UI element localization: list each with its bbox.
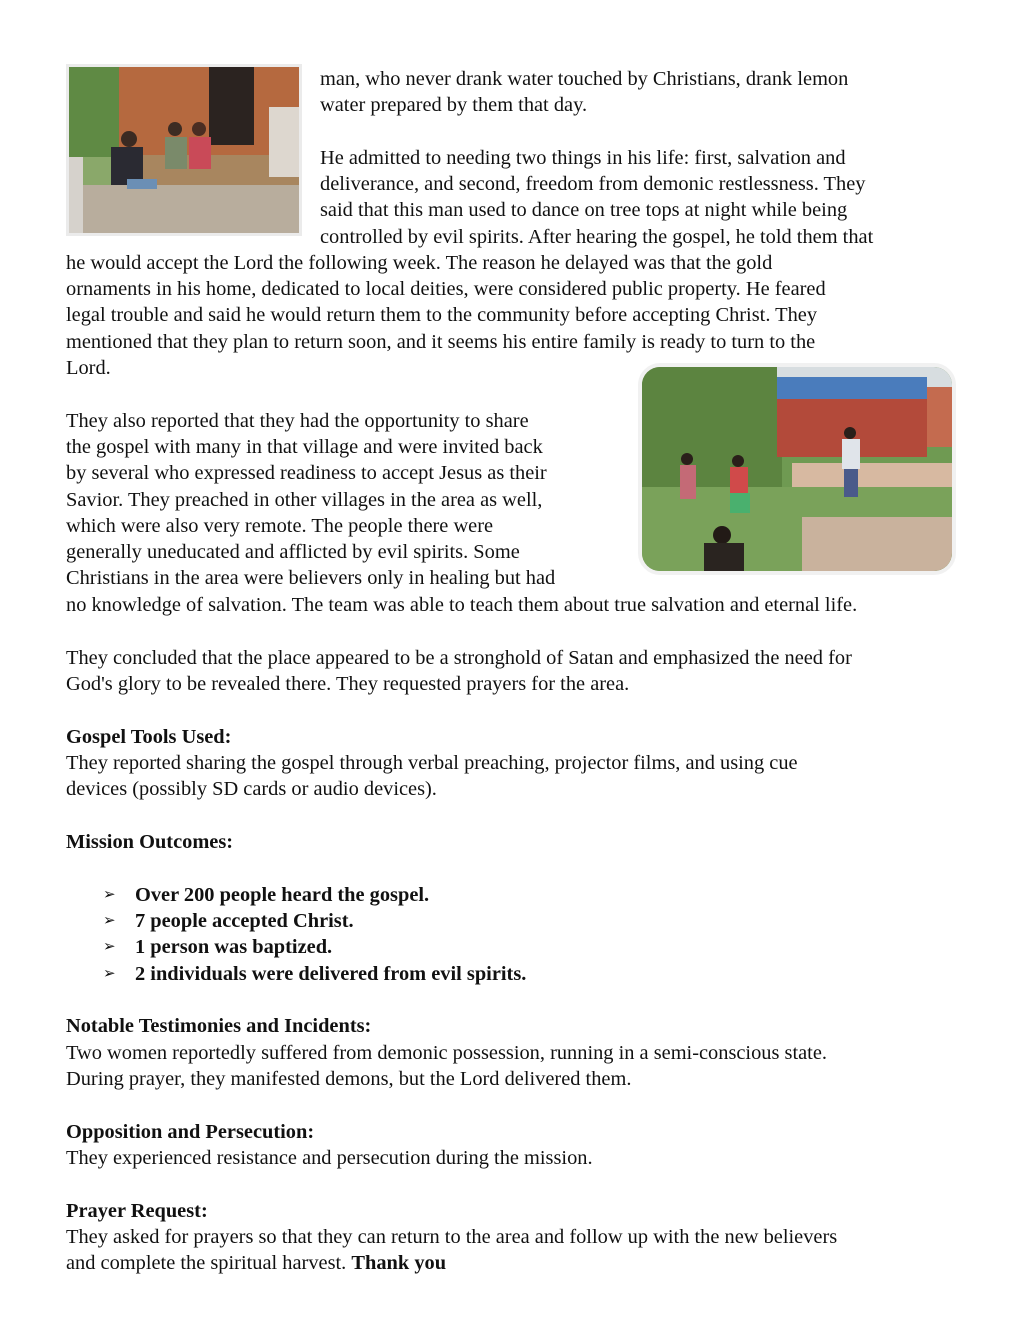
list-item: Over 200 people heard the gospel.	[135, 884, 430, 906]
section-line: During prayer, they manifested demons, but the Lord delivered them.	[66, 1068, 632, 1090]
list-item: 7 people accepted Christ.	[135, 910, 354, 932]
paragraph-line: Lord.	[66, 357, 111, 379]
paragraph-line: He admitted to needing two things in his life: first, salvation and	[320, 147, 846, 169]
list-item: 2 individuals were delivered from evil spirits.	[135, 963, 527, 985]
section-heading-gospel-tools: Gospel Tools Used:	[66, 726, 232, 748]
section-line-closing	[66, 1250, 956, 1276]
section-line: devices (possibly SD cards or audio devices).	[66, 778, 437, 800]
section-line: They asked for prayers so that they can return to the area and follow up with the new believers	[66, 1226, 838, 1248]
photo-village-house-conversation	[66, 64, 302, 236]
paragraph-line: controlled by evil spirits. After hearing the gospel, he told them that	[320, 226, 874, 248]
prayer-last-line: and complete the spiritual harvest.	[66, 1252, 347, 1274]
paragraph-line: no knowledge of salvation. The team was able to teach them about true salvation and eternal life.	[66, 594, 858, 616]
closing-thank-you: Thank you	[351, 1252, 447, 1274]
paragraph-line: Savior. They preached in other villages in the area as well,	[66, 489, 543, 511]
paragraph-line: They also reported that they had the opportunity to share	[66, 410, 529, 432]
paragraph-line: deliverance, and second, freedom from demonic restlessness. They	[320, 173, 866, 195]
paragraph-line: ornaments in his home, dedicated to local deities, were considered public property. He feared	[66, 278, 826, 300]
paragraph-line: legal trouble and said he would return them to the community before accepting Christ. They	[66, 304, 818, 326]
arrow-bullet-icon: ➢	[103, 913, 116, 929]
arrow-bullet-icon: ➢	[103, 939, 116, 955]
section-heading-mission-outcomes: Mission Outcomes:	[66, 831, 234, 853]
section-heading-prayer-request: Prayer Request:	[66, 1200, 208, 1222]
section-line: They reported sharing the gospel through verbal preaching, projector films, and using cue	[66, 752, 798, 774]
list-item: 1 person was baptized.	[135, 936, 333, 958]
paragraph-line: water prepared by them that day.	[320, 94, 588, 116]
section-heading-testimonies: Notable Testimonies and Incidents:	[66, 1015, 372, 1037]
arrow-bullet-icon: ➢	[103, 966, 116, 982]
arrow-bullet-icon: ➢	[103, 887, 116, 903]
paragraph-line: which were also very remote. The people there were	[66, 515, 494, 537]
paragraph-line: man, who never drank water touched by Christians, drank lemon	[320, 68, 849, 90]
section-line: Two women reportedly suffered from demonic possession, running in a semi-conscious state.	[66, 1042, 827, 1064]
section-line: They experienced resistance and persecution during the mission.	[66, 1147, 593, 1169]
paragraph-line: by several who expressed readiness to accept Jesus as their	[66, 462, 547, 484]
paragraph-line: said that this man used to dance on tree tops at night while being	[320, 199, 848, 221]
section-heading-opposition: Opposition and Persecution:	[66, 1121, 315, 1143]
paragraph-line: God's glory to be revealed there. They requested prayers for the area.	[66, 673, 630, 695]
paragraph-line: mentioned that they plan to return soon, and it seems his entire family is ready to turn to the	[66, 331, 816, 353]
paragraph-line: generally uneducated and afflicted by evil spirits. Some	[66, 541, 520, 563]
paragraph-line: he would accept the Lord the following week. The reason he delayed was that the gold	[66, 252, 773, 274]
paragraph-line: the gospel with many in that village and were invited back	[66, 436, 543, 458]
paragraph-line: Christians in the area were believers only in healing but had	[66, 567, 556, 589]
paragraph-line: They concluded that the place appeared to be a stronghold of Satan and emphasized the need for	[66, 647, 852, 669]
